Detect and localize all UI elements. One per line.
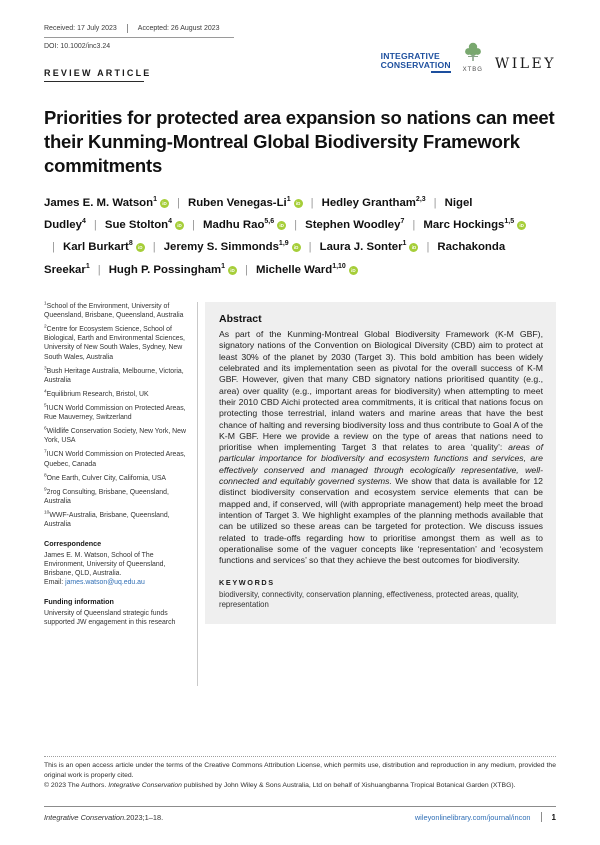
affiliation-item: $^6$Wildlife Conservation Society, New York, New York, USA <box>44 426 186 445</box>
author-separator: | <box>152 241 156 254</box>
journal-citation: Integrative Conservation. <box>44 812 127 822</box>
affiliation-item: $^4$Equilibrium Research, Bristol, UK <box>44 389 149 398</box>
abstract-body <box>219 329 543 567</box>
column-divider <box>197 302 198 686</box>
correspondence-heading: Correspondence <box>44 539 102 549</box>
author-item: Karl Burkart$^8$iD <box>63 241 145 253</box>
author-item: Madhu Rao$^{5,6}$iD <box>203 219 286 231</box>
footer-license-block <box>44 761 556 792</box>
affiliation-item: $^2$Centre for Ecosystem Science, School of Biological, Earth and Environmental Sciences, University of New South Wales, Sydney, New South Wales, Australia <box>44 324 185 361</box>
author-item: Nigel Dudley$^4$ <box>44 197 473 232</box>
author-separator: | <box>97 263 101 276</box>
affiliation-item: $^{10}$WWF-Australia, Brisbane, Queensland, Australia <box>44 510 170 529</box>
left-column <box>44 302 192 627</box>
journal-logo-bar <box>431 71 451 73</box>
integrative-conservation-logo <box>381 52 451 75</box>
keywords-text: biodiversity, connectivity, conservation planning, effectiveness, protected areas, quality, representation <box>219 589 519 610</box>
affiliation-item: $^1$School of the Environment, University of Queensland, Brisbane, Queensland, Australia <box>44 301 184 320</box>
accepted-date: Accepted: 26 August 2023 <box>137 25 220 32</box>
bottom-row <box>44 812 556 822</box>
footer-dotted-rule <box>44 756 556 757</box>
article-type-label: REVIEW ARTICLE <box>44 68 152 78</box>
meta-rule <box>44 37 234 38</box>
journal-logo-line2: CONSERVATION <box>380 59 451 70</box>
meta-divider <box>127 24 128 33</box>
journal-logo-line1: INTEGRATIVE <box>380 50 440 61</box>
author-separator: | <box>192 219 196 232</box>
author-item: Jeremy S. Simmonds$^{1,9}$iD <box>164 241 301 253</box>
author-separator: | <box>412 219 416 232</box>
xtbg-logo <box>462 42 484 75</box>
author-item: Hugh P. Possingham$^1$iD <box>109 264 237 276</box>
abstract-heading: Abstract <box>219 313 262 325</box>
author-item: Ruben Venegas-Li$^1$iD <box>188 197 303 209</box>
affiliation-item: $^7$IUCN World Commission on Protected Areas, Quebec, Canada <box>44 450 186 468</box>
author-item: Michelle Ward$^{1,10}$iD <box>256 264 358 276</box>
affiliation-item: $^3$Bush Heritage Australia, Melbourne, Victoria, Australia <box>44 366 184 384</box>
correspondence-email-line <box>44 578 192 587</box>
abstract-text-1: As part of the Kunming-Montreal Global Biodiversity Framework (K-M GBF), signatory nations of the Convention on Biological Diversity (CBD) aim to protect at least 30% of the planet by 2030 (Target 3). This bold ambition has been widely celebrated and its implementation seen as pivotal for the overall success of K-M GBF. However, given that many CBD signatory nations prioritised quantity (e.g., area) over quality (e.g., important areas for biodiversity) when attempting to meet their 2010 CBD Aichi protected area commitments, it is critical that nations focus on protecting those terrestrial, inland waters and marine areas that have the best chance of halting and reversing biodiversity loss and thus contribute to Goal A of the K-M GBF. Here we provide a review on the type of areas that nations need to prioritise when implementing Target 3 that relates to area ‘quality’: <box>219 329 543 453</box>
correspondence-text: James E. M. Watson, School of The Environment, University of Queensland, Brisbane, QLD, Australia. <box>44 551 166 577</box>
orcid-icon[interactable]: iD <box>292 243 301 252</box>
author-separator: | <box>433 197 437 209</box>
orcid-icon[interactable]: iD <box>136 243 145 252</box>
affiliation-item: $^8$One Earth, Culver City, California, USA <box>44 473 167 482</box>
orcid-icon[interactable]: iD <box>228 266 237 275</box>
email-label: Email: <box>44 579 66 587</box>
orcid-icon[interactable]: iD <box>175 221 184 230</box>
author-item: James E. M. Watson$^1$iD <box>44 197 169 209</box>
copyright-journal-name: Integrative Conservation <box>108 782 182 790</box>
article-type-rule <box>44 81 144 82</box>
affiliation-list <box>44 302 192 529</box>
abstract-box <box>205 302 556 624</box>
received-date: Received: 17 July 2023 <box>44 25 117 32</box>
author-separator: | <box>245 263 249 276</box>
orcid-icon[interactable]: iD <box>349 266 358 275</box>
author-item: Stephen Woodley$^7$ <box>305 218 405 232</box>
author-item: Sue Stolton$^4$iD <box>105 219 184 231</box>
xtbg-label: XTBG <box>462 67 483 73</box>
copyright-pre: © 2023 The Authors. <box>44 782 109 790</box>
funding-text: University of Queensland strategic funds supported JW engagement in this research <box>44 609 176 626</box>
author-separator: | <box>426 241 430 254</box>
author-item: Laura J. Sonter$^1$iD <box>320 241 419 253</box>
received-accepted-row <box>44 24 556 33</box>
abstract-text-italic: areas of particular importance for biodiversity and ecosystem functions and services, are effectively conserved and managed through ecologically representative, well-connected and equitably governed systems. <box>219 442 543 487</box>
author-list <box>44 192 544 281</box>
article-title: Priorities for protected area expansion so nations can meet their Kunming-Montreal Global Biodiversity Framework commitments <box>44 107 555 177</box>
orcid-icon[interactable]: iD <box>409 243 418 252</box>
affiliation-item: $^9$2rog Consulting, Brisbane, Queensland, Australia <box>44 487 169 505</box>
footer-rule <box>44 806 556 807</box>
email-link[interactable]: james.watson@uq.edu.au <box>65 579 145 587</box>
author-item: Marc Hockings$^{1,5}$iD <box>423 219 526 231</box>
author-item: Hedley Grantham$^{2,3}$ <box>321 196 426 209</box>
bottom-divider <box>541 812 542 822</box>
affiliation-item: $^5$IUCN World Commission on Protected Areas, Rue Mauverney, Switzerland <box>44 403 186 422</box>
orcid-icon[interactable]: iD <box>160 199 169 208</box>
logo-group <box>381 42 556 75</box>
author-separator: | <box>52 241 55 254</box>
orcid-icon[interactable]: iD <box>294 199 303 208</box>
author-item: Rachakonda Sreekar$^1$ <box>44 241 506 276</box>
page-number: 1 <box>551 812 556 822</box>
author-separator: | <box>294 219 298 232</box>
author-separator: | <box>177 197 180 209</box>
author-separator: | <box>310 197 314 209</box>
wiley-logo: WILEY <box>494 56 556 72</box>
author-separator: | <box>308 241 312 254</box>
license-text: This is an open access article under the terms of the Creative Commons Attribution License, which permits use, distribution and reproduction in any medium, provided the original work is properly cited. <box>44 762 556 780</box>
orcid-icon[interactable]: iD <box>277 221 286 230</box>
author-separator: | <box>93 219 97 232</box>
xtbg-tree-icon <box>462 42 484 66</box>
doi-text: DOI: 10.1002/inc3.24 <box>44 43 111 50</box>
orcid-icon[interactable]: iD <box>517 221 526 230</box>
journal-citation-pages: 2023;1–18. <box>126 812 164 822</box>
keywords-heading: KEYWORDS <box>219 577 275 587</box>
abstract-text-2: We show that data is available for 12 distinct biodiversity conservation and ecosystem service elements that can be mapped and, if conserved, will (with appropriate management) help meet the broad intention of Target 3. We highlight examples of the planning methods available that can be utilized so these areas can be targeted for protection. We discuss issues related to trade-offs regarding how to prioritise amongst them as well as to operationalise some of the vaguer concepts like ‘representation’ and ‘ecosystem functions and services’ so that they achieve the best outcomes for biodiversity. <box>219 476 544 566</box>
funding-heading: Funding information <box>44 597 114 607</box>
copyright-post: published by John Wiley & Sons Australia, Ltd on behalf of Xishuangbanna Tropical Botanical Garden (XTBG). <box>181 782 516 790</box>
journal-url-link[interactable]: wileyonlinelibrary.com/journal/incon <box>414 812 531 822</box>
